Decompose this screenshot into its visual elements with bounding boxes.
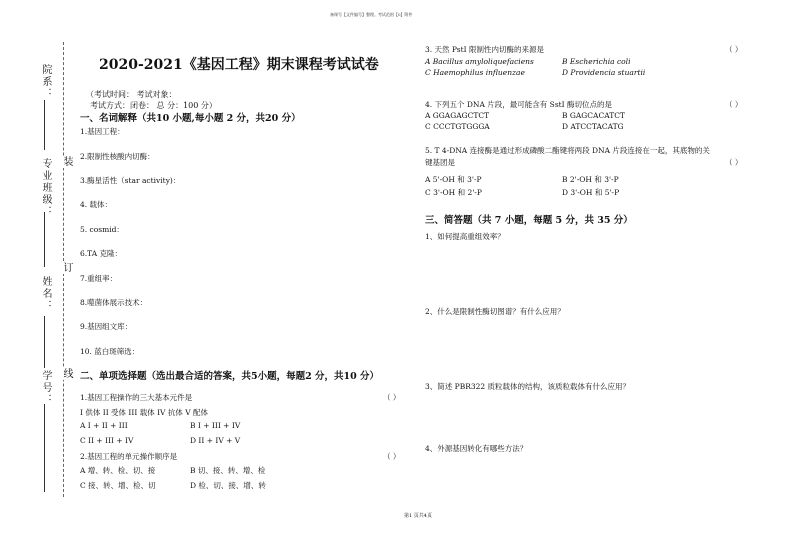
term-item: 2.限制性核酸内切酶： xyxy=(80,152,155,161)
section3-heading: 三、简答题（共 7 小题，每题 5 分，共 35 分） xyxy=(425,215,633,226)
mcq-option: A 5'-OH 和 3'-P xyxy=(425,175,482,184)
binding-rule xyxy=(44,316,45,368)
mcq-elements: I 供体 II 受体 III 载体 IV 抗体 V 配体 xyxy=(80,408,209,417)
mcq-option: A 增、转、检、切、接 xyxy=(80,466,156,475)
mcq-option: B I + III + IV xyxy=(190,421,241,430)
term-item: 6.TA 克隆： xyxy=(80,249,123,258)
bind-mark: 订 xyxy=(61,262,72,274)
mcq-stem: 5. T 4-DNA 连接酶是通过形成磷酸二酯键将两段 DNA 片段连接在一起，其底物的关 xyxy=(425,146,710,155)
short-answer-item: 2、什么是限制性酶切图谱？有什么应用？ xyxy=(425,307,565,316)
binding-label-class: 专业班级： xyxy=(40,158,51,218)
term-item: 8.噬菌体展示技术： xyxy=(80,298,148,307)
section2-heading: 二、单项选择题（选出最合适的答案，共5小题，每题2 分，共10 分） xyxy=(80,371,380,382)
term-item: 9.基因组文库： xyxy=(80,322,133,331)
term-item: 3.酶星活性（star activity)： xyxy=(80,176,181,185)
term-item: 4. 载体： xyxy=(80,200,113,209)
mcq-option: D 3'-OH 和 5'-P xyxy=(562,188,620,197)
mcq-stem: 2.基因工程的单元操作顺序是 xyxy=(80,452,178,461)
binding-rule xyxy=(44,212,45,267)
mcq-stem-cont: 键基团是 xyxy=(425,158,455,167)
answer-paren: （ ） xyxy=(725,100,743,109)
mcq-option: C 3'-OH 和 2'-P xyxy=(425,188,482,197)
mcq-option: B 2'-OH 和 3'-P xyxy=(562,175,619,184)
binding-label-department: 院系： xyxy=(40,64,51,100)
binding-label-student-id: 学号： xyxy=(40,370,51,406)
answer-paren: （ ） xyxy=(725,45,743,54)
mcq-stem: 4. 下列五个 DNA 片段，最可能含有 SstI 酶切位点的是 xyxy=(425,100,613,109)
mcq-option: D 检、切、接、增、转 xyxy=(190,481,266,490)
mcq-stem: 1.基因工程操作的三大基本元件是 xyxy=(80,393,193,402)
mcq-option: D ATCCTACATG xyxy=(562,122,624,131)
binding-rule xyxy=(44,100,45,150)
mcq-option: D II + IV + V xyxy=(190,436,241,445)
mcq-option: A Bacillus amyloliquefaciens xyxy=(425,57,534,66)
term-item: 5. cosmid： xyxy=(80,225,124,234)
mcq-option: C II + III + IV xyxy=(80,436,134,445)
term-item: 7.重组率： xyxy=(80,274,118,283)
short-answer-item: 1、如何提高重组效率？ xyxy=(425,232,505,241)
binding-label-name: 姓名： xyxy=(40,276,51,312)
bind-mark: 装 xyxy=(61,156,72,168)
mcq-stem: 3. 天然 PstI 限制性内切酶的来源是 xyxy=(425,45,544,54)
mcq-option: B Escherichia coli xyxy=(562,57,631,66)
exam-info-line2: 考试方式：闭卷： 总 分：100 分） xyxy=(90,101,217,110)
term-item: 1.基因工程： xyxy=(80,127,125,136)
mcq-option: A I + II + III xyxy=(80,421,128,430)
exam-info-line1: （考试时间： 考试对象： xyxy=(86,90,177,99)
answer-paren: （ ） xyxy=(383,452,401,461)
mcq-option: B 切、接、转、增、检 xyxy=(190,466,266,475)
mcq-option: A GGAGAGCTCT xyxy=(425,111,490,120)
mcq-option: C CCCTGTGGGA xyxy=(425,122,490,131)
exam-title: 2020-2021《基因工程》期末课程考试试卷 xyxy=(99,57,379,73)
mcq-option: C Haemophilus influenzae xyxy=(425,68,525,77)
section1-heading: 一、名词解释（共10 小题,每小题 2 分，共20 分） xyxy=(80,113,301,124)
term-item: 10. 蓝白斑筛选： xyxy=(80,347,140,356)
mcq-option: B GAGCACATCT xyxy=(562,111,625,120)
page-footer: 第1 页共4页 xyxy=(404,513,432,519)
short-answer-item: 3、简述 PBR322 质粒载体的结构，该质粒载体有什么应用？ xyxy=(425,382,631,391)
short-answer-item: 4、外源基因转化有哪些方法？ xyxy=(425,444,528,453)
mcq-option: D Providencia stuartii xyxy=(562,68,646,77)
header-note: 备课号【文件编号】整理。考试范围【0】附件 xyxy=(330,12,413,17)
answer-paren: （ ） xyxy=(383,393,401,402)
binding-rule xyxy=(44,404,45,492)
bind-mark: 线 xyxy=(61,368,72,380)
answer-paren: （ ） xyxy=(725,158,743,167)
mcq-option: C 接、转、增、检、切 xyxy=(80,481,156,490)
